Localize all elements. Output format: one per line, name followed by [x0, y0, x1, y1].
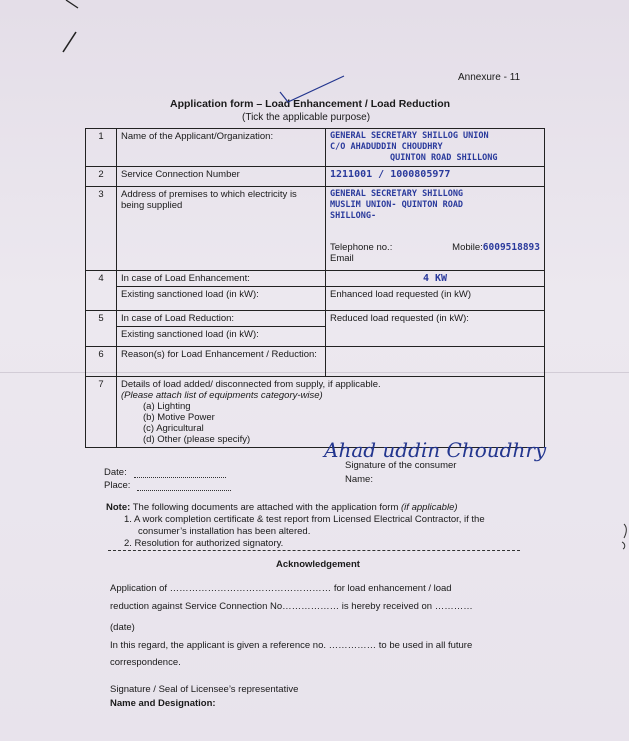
address-field[interactable] [326, 187, 545, 271]
load-enhancement-label: In case of Load Enhancement: [117, 271, 326, 287]
list-item: (d) Other (please specify) [143, 434, 251, 445]
existing-load-label: Existing sanctioned load (in kW): [117, 287, 326, 311]
note-item: consumer’s installation has been altered. [138, 526, 311, 537]
note-item: 2. Resolution for authorized signatory. [124, 538, 284, 549]
service-connection-field[interactable] [326, 167, 545, 187]
existing-load-label: Existing sanctioned load (in kW): [117, 327, 326, 347]
row-number: 1 [86, 129, 117, 167]
place-label: Place: [104, 480, 131, 491]
acknowledgement-heading: Acknowledgement [276, 559, 360, 570]
form-title: Application form – Load Enhancement / Load Reduction [170, 98, 451, 110]
annexure-label: Annexure - 11 [458, 72, 521, 83]
consumer-signature: Ahad uddin Choudhry [324, 438, 547, 462]
ack-line: correspondence. [110, 657, 181, 668]
row-number: 4 [86, 271, 117, 311]
row-number: 5 [86, 311, 117, 347]
handwritten-text: GENERAL SECRETARY SHILLONG [330, 189, 464, 199]
table-row [86, 311, 545, 327]
note-if-applicable: (if applicable) [401, 502, 458, 513]
signature-label: Signature of the consumer [345, 460, 457, 471]
ack-line: In this regard, the applicant is given a reference no. …………… to be used in all future [110, 640, 473, 651]
reason-label: Reason(s) for Load Enhancement / Reduction: [117, 347, 326, 377]
edge-marks [612, 520, 629, 550]
handwritten-text: GENERAL SECRETARY SHILLOG UNION [330, 131, 489, 141]
row-number: 7 [86, 377, 117, 448]
table-row [86, 347, 545, 377]
load-details-cell [117, 377, 545, 448]
note-body: The following documents are attached with the application form [132, 502, 399, 513]
place-field[interactable] [137, 490, 231, 491]
table-row [86, 287, 545, 311]
list-item: (a) Lighting [143, 401, 191, 412]
date-label: Date: [104, 467, 127, 478]
load-enhancement-value [326, 271, 545, 287]
note-item: 1. A work completion certificate & test report from Licensed Electrical Contractor, if the [124, 514, 485, 525]
handwritten-text: C/O AHADUDDIN CHOUDHRY [330, 142, 443, 152]
telephone-label: Telephone no.: [330, 242, 393, 253]
handwritten-text: SHILLONG- [330, 211, 377, 221]
list-item: (c) Agricultural [143, 423, 204, 434]
enhanced-load-field[interactable]: Enhanced load requested (in kW) [326, 287, 545, 311]
ack-line: (date) [110, 622, 135, 633]
table-row [86, 271, 545, 287]
form-subtitle: (Tick the applicable purpose) [242, 112, 371, 123]
name-label: Name: [345, 474, 373, 485]
handwritten-text: 4 KW [422, 273, 448, 284]
applicant-name-label: Name of the Applicant/Organization: [117, 129, 326, 167]
handwritten-text: MUSLIM UNION- QUINTON ROAD [330, 200, 464, 210]
reduced-load-field[interactable]: Reduced load requested (in kW): [326, 311, 545, 347]
row-number: 2 [86, 167, 117, 187]
application-table [85, 128, 545, 448]
date-field[interactable] [134, 477, 226, 478]
applicant-name-field[interactable] [326, 129, 545, 167]
mobile-label: Mobile: [452, 242, 483, 253]
note-lead: Note: [106, 502, 131, 513]
list-item: (b) Motive Power [143, 412, 215, 423]
address-label: Address of premises to which electricity is being supplied [117, 187, 326, 271]
ack-line: reduction against Service Connection No……………… is hereby received on ………… [110, 601, 473, 612]
pen-marks [30, 0, 80, 60]
load-details-note: (Please attach list of equipments category-wise) [121, 390, 323, 401]
load-details-label: Details of load added/ disconnected from supply, if applicable. [121, 379, 381, 390]
note-text [106, 502, 458, 513]
load-reduction-label: In case of Load Reduction: [117, 311, 326, 327]
table-row [86, 187, 545, 271]
name-designation-label: Name and Designation: [110, 698, 216, 709]
row-number: 6 [86, 347, 117, 377]
mobile-value: 6009518893 [482, 242, 540, 253]
service-connection-label: Service Connection Number [117, 167, 326, 187]
handwritten-text: QUINTON ROAD SHILLONG [390, 153, 498, 163]
table-row [86, 167, 545, 187]
tick-mark [278, 74, 348, 106]
handwritten-text: 1211001 / 1000805977 [330, 169, 451, 180]
email-label: Email [330, 253, 354, 264]
reason-field[interactable] [326, 347, 545, 377]
row-number: 3 [86, 187, 117, 271]
table-row [86, 129, 545, 167]
table-row [86, 377, 545, 448]
ack-line: Application of …………………………………………… for load enhancement / load [110, 583, 452, 594]
divider [108, 550, 520, 551]
licensee-signature-label: Signature / Seal of Licensee’s representative [110, 684, 299, 695]
